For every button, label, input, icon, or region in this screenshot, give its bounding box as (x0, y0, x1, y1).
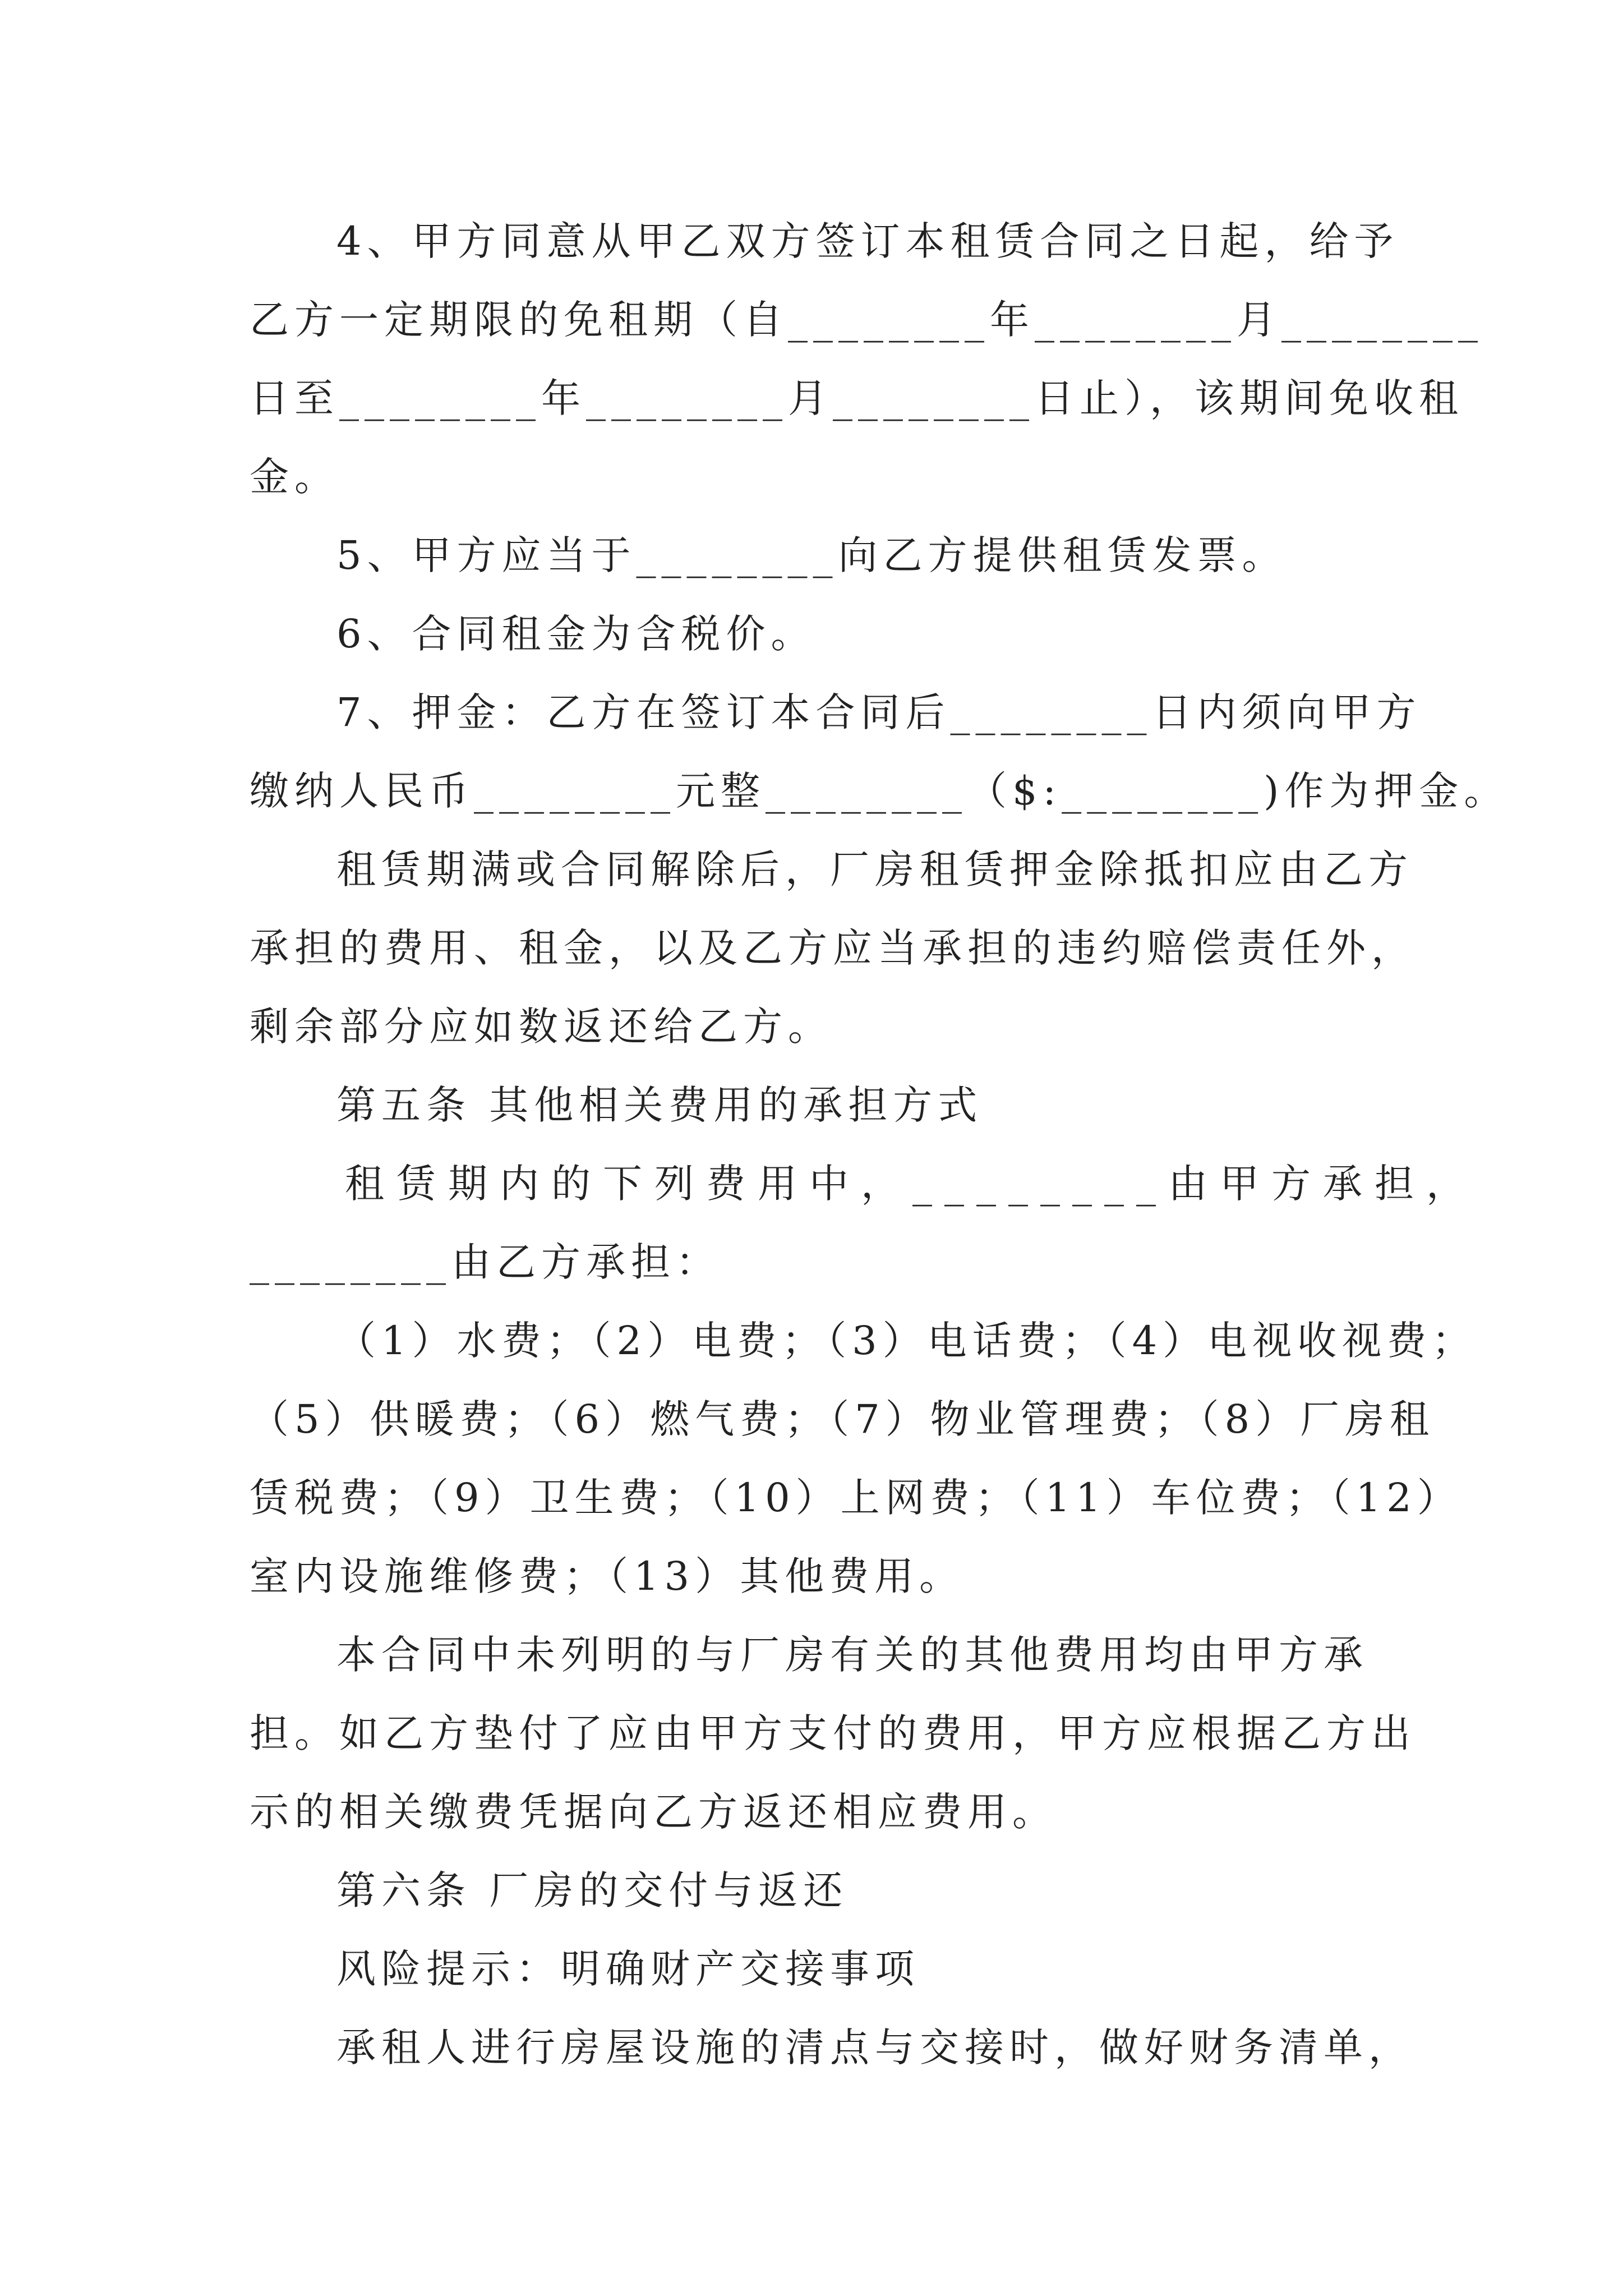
paragraph-line: ________由乙方承担： (250, 1239, 721, 1285)
paragraph-line: 4、甲方同意从甲乙双方签订本租赁合同之日起，给予 (336, 218, 1399, 264)
section-heading: 第六条 厂房的交付与返还 (336, 1867, 849, 1913)
paragraph-line: 缴纳人民币________元整________（$:________)作为押金。 (250, 768, 1509, 814)
paragraph-line: 5、甲方应当于________向乙方提供租赁发票。 (336, 532, 1287, 578)
paragraph-line: （5）供暖费；（6）燃气费；（7）物业管理费；（8）厂房租 (250, 1396, 1435, 1442)
paragraph-line: 担。如乙方垫付了应由甲方支付的费用，甲方应根据乙方出 (250, 1710, 1416, 1756)
paragraph-line: 金。 (250, 454, 339, 500)
paragraph-line: 6、合同租金为含税价。 (336, 611, 816, 657)
paragraph-line: 剩余部分应如数返还给乙方。 (250, 1004, 833, 1050)
paragraph-line: 承担的费用、租金，以及乙方应当承担的违约赔偿责任外， (250, 925, 1416, 971)
paragraph-line: 租赁期满或合同解除后，厂房租赁押金除抵扣应由乙方 (336, 846, 1413, 892)
paragraph-line: 租赁期内的下列费用中，________由甲方承担， (345, 1161, 1478, 1207)
paragraph-line: 7、押金：乙方在签订本合同后________日内须向甲方 (336, 689, 1422, 735)
paragraph-line: 本合同中未列明的与厂房有关的其他费用均由甲方承 (336, 1632, 1368, 1678)
risk-notice: 风险提示：明确财产交接事项 (336, 1946, 920, 1992)
paragraph-line: 日至________年________月________日止），该期间免收租 (250, 375, 1464, 421)
paragraph-line: （1）水费；（2）电费；（3）电话费；（4）电视收视费； (336, 1318, 1477, 1364)
paragraph-line: 赁税费；（9）卫生费；（10）上网费；（11）车位费；（12） (250, 1475, 1462, 1521)
paragraph-line: 承租人进行房屋设施的清点与交接时，做好财务清单， (336, 2024, 1413, 2070)
paragraph-line: 室内设施维修费；（13）其他费用。 (250, 1553, 965, 1599)
section-heading: 第五条 其他相关费用的承担方式 (336, 1082, 983, 1128)
paragraph-line: 乙方一定期限的免租期（自________年________月________ (250, 297, 1483, 343)
paragraph-line: 示的相关缴费凭据向乙方返还相应费用。 (250, 1789, 1057, 1835)
